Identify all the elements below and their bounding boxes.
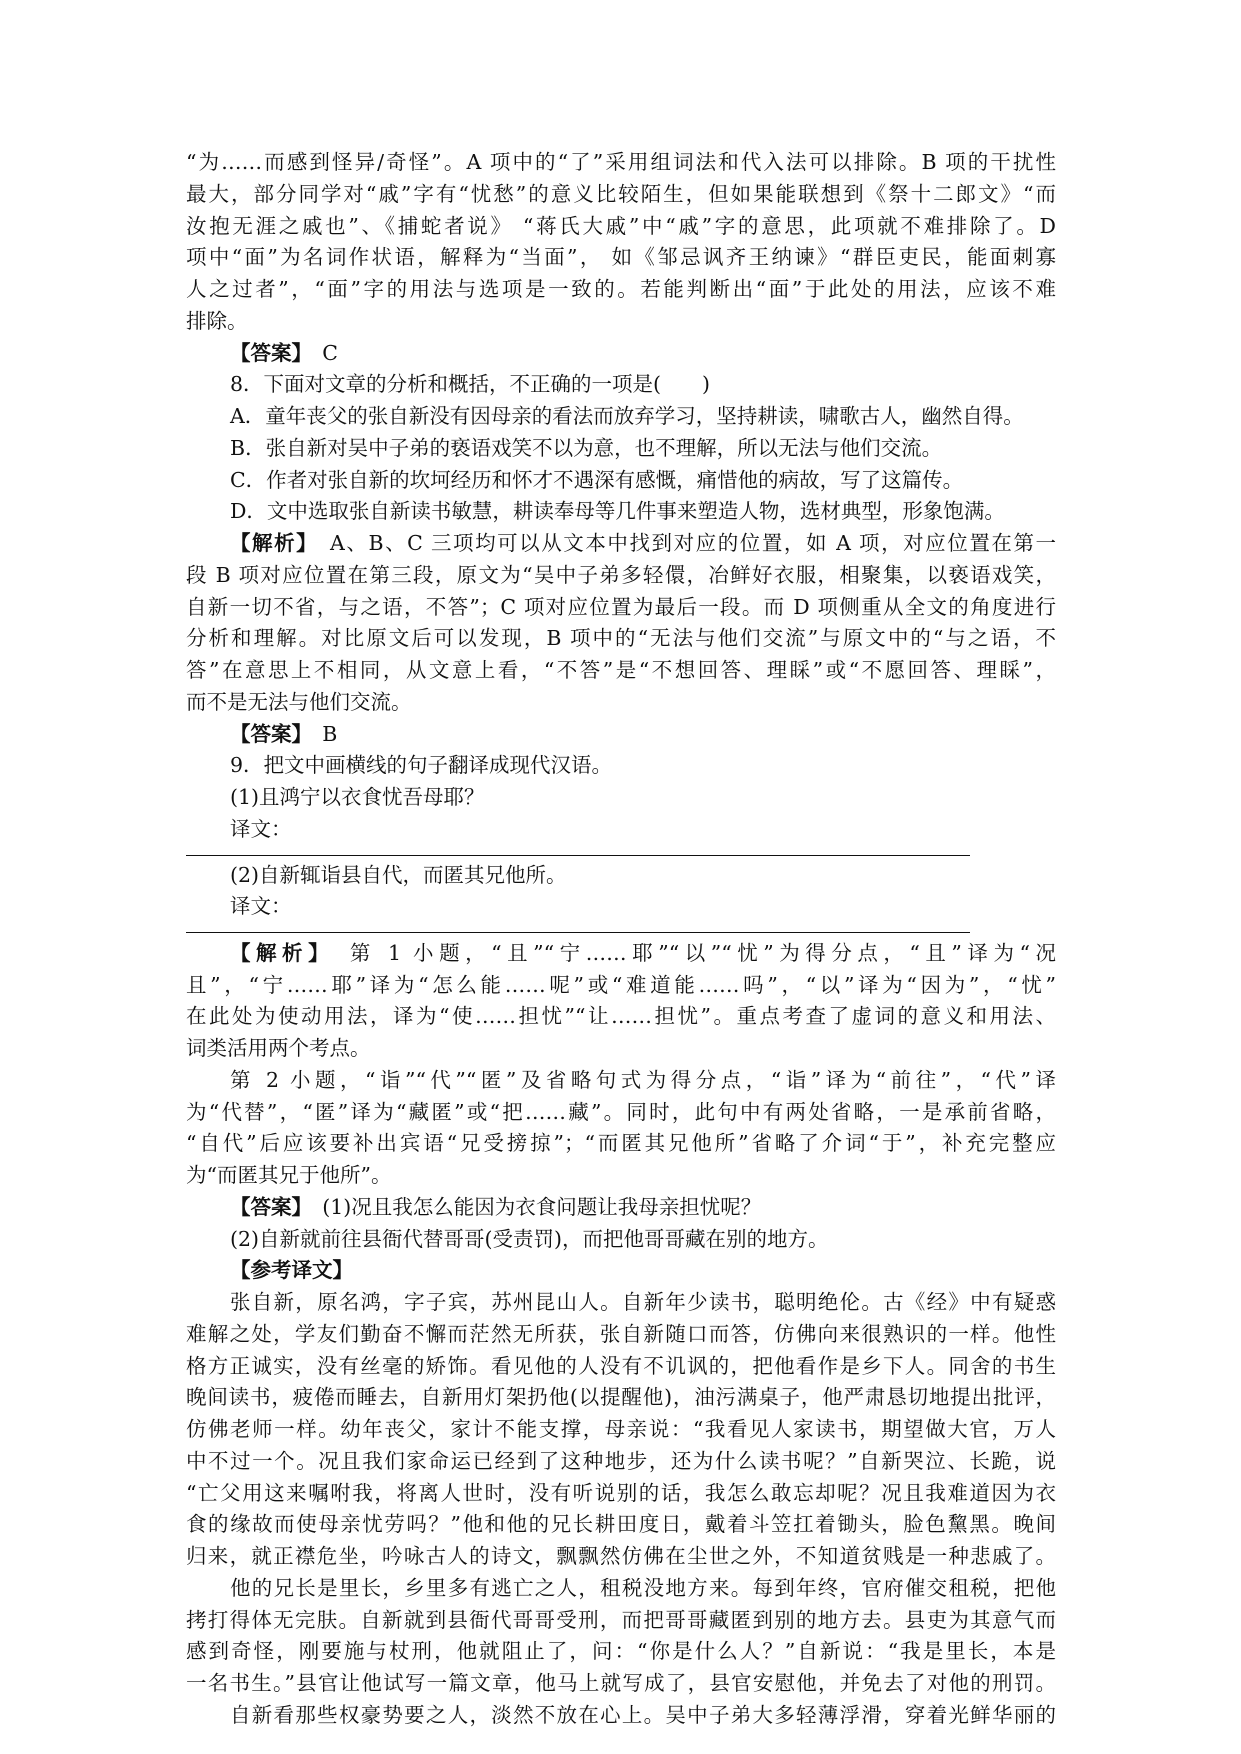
q8-option-d: D．文中选取张自新读书敏慧，耕读奉母等几件事来塑造人物，选材典型，形象饱满。	[230, 499, 1005, 524]
q8-analysis-line: 分析和理解。对比原文后可以发现，B 项中的“无法与他们交流”与原文中的“与之语，不	[186, 626, 1056, 651]
reference-line: 一名书生。”县官让他试写一篇文章，他马上就写成了，县官安慰他，并免去了对他的刑罚。	[186, 1671, 1056, 1696]
exp7-answer	[230, 338, 1056, 368]
reference-line: 格方正诚实，没有丝毫的矫饰。看见他的人没有不讥讽的，把他看作是乡下人。同舍的书生	[186, 1353, 1056, 1378]
exp7-line: 汝抱无涯之戚也”、《捕蛇者说》 “蒋氏大戚”中“戚”字的意思，此项就不难排除了。D	[186, 213, 1056, 238]
q8-option-b: B．张自新对吴中子弟的亵语戏笑不以为意，也不理解，所以无法与他们交流。	[230, 435, 943, 460]
q8-analysis-first: 【解析】 A、B、C 三项均可以从文本中找到对应的位置，如 A 项，对应位置在第一	[230, 531, 1057, 555]
reference-para2-first: 他的兄长是里长，乡里多有逃亡之人，租税没地方来。每到年终，官府催交租税，把他	[230, 1575, 1056, 1600]
q8-analysis-line: 段 B 项对应位置在第三段，原文为“吴中子弟多轻儇，冶鲜好衣服，相聚集，以亵语戏笑，	[186, 562, 1056, 587]
q9-stem: 9．把文中画横线的句子翻译成现代汉语。	[230, 753, 613, 778]
q8-option-c: C．作者对张自新的坎坷经历和怀才不遇深有感慨，痛惜他的病故，写了这篇传。	[230, 467, 964, 492]
reference-line: 归来，就正襟危坐，吟咏古人的诗文，飘飘然仿佛在尘世之外，不知道贫贱是一种悲戚了。	[186, 1544, 1056, 1569]
answer-value: B	[322, 721, 338, 746]
q8-analysis-line: 答”在意思上不相同，从文意上看，“不答”是“不想回答、理睬”或“不愿回答、理睬”，	[186, 658, 1056, 683]
answer-label: 【答案】	[230, 1194, 302, 1219]
answer-blank-line	[186, 855, 970, 856]
q9-analysis-line: 在此处为使动用法，译为“使……担忧”“让……担忧”。重点考查了虚词的意义和用法、	[186, 1004, 1056, 1029]
q9-translation-label: 译文：	[230, 894, 292, 919]
q9-answer-2: (2)自新就前往县衙代替哥哥(受责罚)，而把他哥哥藏在别的地方。	[230, 1226, 829, 1251]
exp7-line: 最大，部分同学对“戚”字有“忧愁”的意义比较陌生，但如果能联想到《祭十二郎文》“而	[186, 181, 1056, 206]
exp7-line: 排除。	[186, 308, 248, 333]
q8-analysis-line: 而不是无法与他们交流。	[186, 689, 412, 714]
q9-analysis2-first: 第 2 小题，“诣”“代”“匿”及省略句式为得分点，“诣”译为“前往”，“代”译	[230, 1067, 1056, 1092]
q9-answer-1: 【答案】 (1)况且我怎么能因为衣食问题让我母亲担忧呢？	[230, 1194, 762, 1219]
reference-line: 难解之处，学友们勤奋不懈而茫然无所获，张自新随口而答，仿佛向来很熟识的一样。他性	[186, 1321, 1056, 1346]
reference-para1-first: 张自新，原名鸿，字子宾，苏州昆山人。自新年少读书，聪明绝伦。古《经》中有疑惑	[230, 1290, 1056, 1315]
q9-analysis2-line: 为“而匿其兄于他所”。	[186, 1163, 392, 1188]
exp7-line: “为……而感到怪异/奇怪”。A 项中的“了”采用组词法和代入法可以排除。B 项的干扰性	[186, 150, 1056, 174]
reference-label: 【参考译文】	[230, 1258, 353, 1283]
reference-line: 晚间读书，疲倦而睡去，自新用灯架扔他(以提醒他)，油污满桌子，他严肃恳切地提出批评，	[186, 1385, 1056, 1410]
q8-answer	[230, 719, 1056, 749]
q9-analysis-line: 且”，“宁……耶”译为“怎么能……呢”或“难道能……吗”，“以”译为“因为”，“忧”	[186, 972, 1056, 997]
q8-analysis-line: 自新一切不省，与之语，不答”；C 项对应位置为最后一段。而 D 项侧重从全文的角度进行	[186, 594, 1056, 619]
answer-blank-line	[186, 932, 970, 933]
exp7-line: 项中“面”为名词作状语，解释为“当面”， 如《邹忌讽齐王纳谏》“群臣吏民，能面刺寡	[186, 245, 1056, 270]
q9-sub2: (2)自新辄诣县自代，而匿其兄他所。	[230, 862, 567, 887]
answer-label: 【答案】	[230, 340, 302, 365]
answer-label: 【答案】	[230, 721, 302, 746]
q9-analysis-line: 词类活用两个考点。	[186, 1036, 371, 1061]
reference-line: 中不过一个。况且我们家命运已经到了这种地步，还为什么读书呢？”自新哭泣、长跪，说	[186, 1448, 1056, 1473]
q9-analysis2-line: “自代”后应该要补出宾语“兄受搒掠”；“而匿其兄他所”省略了介词“于”，补充完整应	[186, 1131, 1056, 1156]
q8-stem: 8．下面对文章的分析和概括，不正确的一项是( )	[230, 372, 711, 397]
q9-analysis-first: 【解析】 第 1 小题，“且”“宁……耶”“以”“忧”为得分点，“且”译为“况	[230, 940, 1056, 965]
reference-line: “亡父用这来嘱咐我，将离人世时，没有听说别的话，我怎么敢忘却呢？况且我难道因为衣	[186, 1480, 1056, 1505]
reference-line: 拷打得体无完肤。自新就到县衙代哥哥受刑，而把哥哥藏匿到别的地方去。县吏为其意气而	[186, 1607, 1056, 1632]
q9-sub1: (1)且鸿宁以衣食忧吾母耶？	[230, 785, 485, 810]
reference-line: 感到奇怪，刚要施与杖刑，他就阻止了，问：“你是什么人？”自新说：“我是里长，本是	[186, 1639, 1056, 1664]
q9-analysis2-line: 为“代替”，“匿”译为“藏匿”或“把……藏”。同时，此句中有两处省略，一是承前省略，	[186, 1099, 1056, 1124]
q9-translation-label: 译文：	[230, 816, 292, 841]
q8-option-a: A．童年丧父的张自新没有因母亲的看法而放弃学习，坚持耕读，啸歌古人，幽然自得。	[230, 404, 1024, 428]
analysis-label: 【解析】	[230, 531, 308, 555]
reference-line: 食的缘故而使母亲忧劳吗？”他和他的兄长耕田度日，戴着斗笠扛着锄头，脸色黧黑。晚间	[186, 1512, 1056, 1537]
exp7-line: 人之过者”，“面”字的用法与选项是一致的。若能判断出“面”于此处的用法，应该不难	[186, 277, 1056, 301]
reference-line: 仿佛老师一样。幼年丧父，家计不能支撑，母亲说：“我看见人家读书，期望做大官，万人	[186, 1417, 1056, 1442]
answer-value: C	[322, 340, 338, 365]
analysis-label: 【解析】	[230, 940, 324, 965]
reference-para3-first: 自新看那些权豪势要之人，淡然不放在心上。吴中子弟大多轻薄浮滑，穿着光鲜华丽的	[230, 1703, 1056, 1727]
